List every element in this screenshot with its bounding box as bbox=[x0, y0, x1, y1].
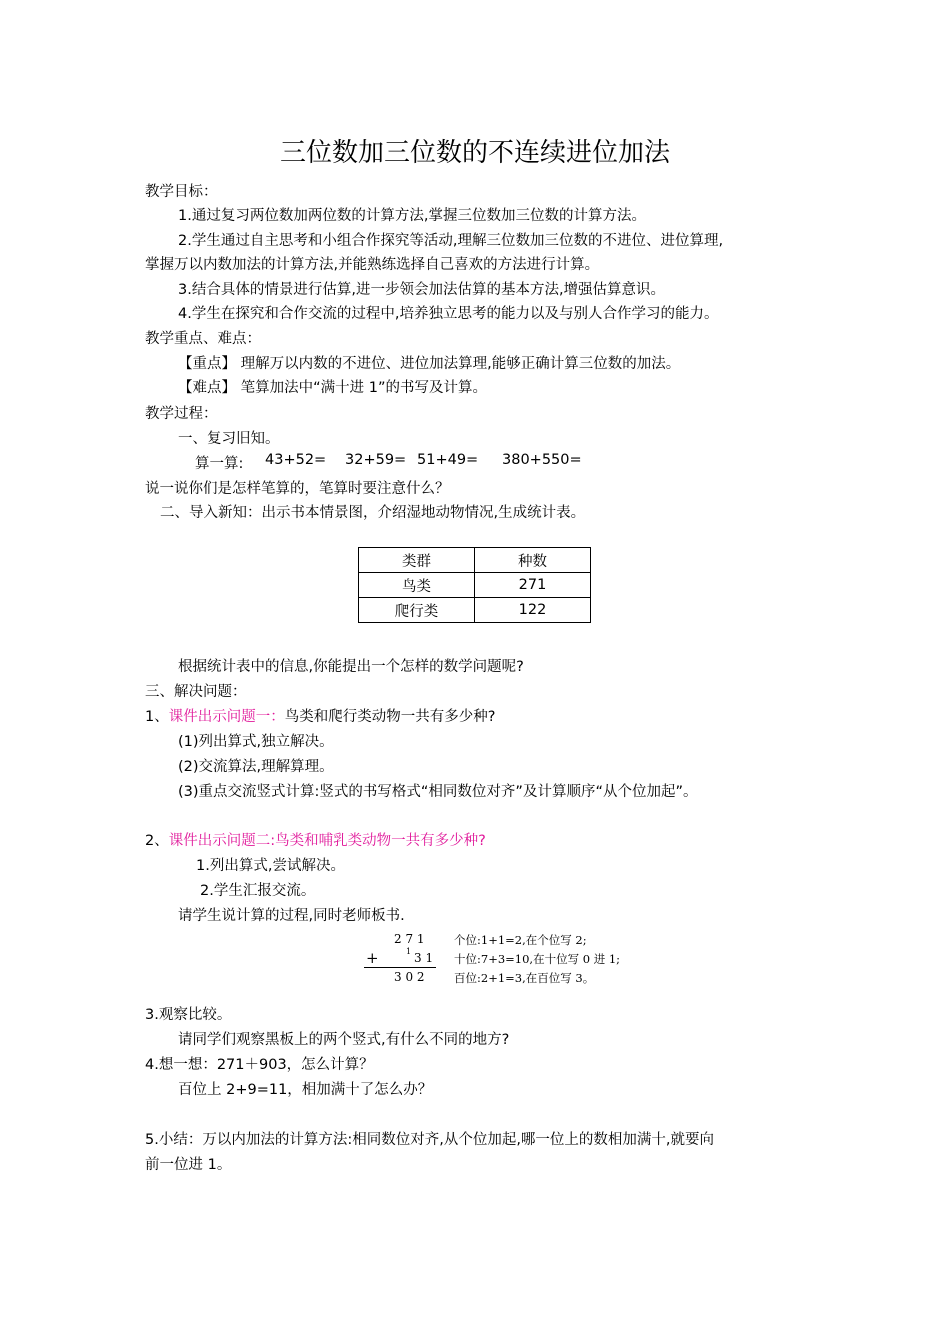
table-cell: 122 bbox=[475, 598, 591, 623]
table-row bbox=[359, 573, 591, 598]
goal-4: 4.学生在探究和合作交流的过程中,培养独立思考的能力以及与别人合作学习的能力。 bbox=[178, 306, 719, 322]
q1-highlight: 课件出示问题一： bbox=[168, 709, 285, 725]
question-1 bbox=[145, 705, 495, 726]
calc-note-hundreds: 百位:2+1=3,在百位写 3。 bbox=[454, 971, 595, 985]
summary-line-2: 前一位进 1。 bbox=[145, 1157, 232, 1173]
table-question: 根据统计表中的信息,你能提出一个怎样的数学问题呢? bbox=[178, 659, 524, 675]
table-header-cell: 种数 bbox=[475, 548, 591, 573]
q2-prefix: 2、 bbox=[145, 833, 169, 849]
table-cell: 271 bbox=[475, 573, 591, 598]
table-header-cell: 类群 bbox=[359, 548, 475, 573]
q2-step-1: 1.列出算式,尝试解决。 bbox=[196, 858, 345, 874]
q2-board: 请学生说计算的过程,同时老师板书. bbox=[178, 908, 405, 924]
review-question: 说一说你们是怎样笔算的，笔算时要注意什么？ bbox=[145, 481, 450, 497]
think-text: 百位上 2+9=11，相加满十了怎么办？ bbox=[178, 1082, 433, 1098]
table-header-row bbox=[359, 548, 591, 573]
summary-line-1: 5.小结：万以内加法的计算方法:相同数位对齐,从个位加起,哪一位上的数相加满十,就要向 bbox=[145, 1132, 715, 1148]
vertical-calculation bbox=[362, 930, 634, 986]
think-heading: 4.想一想：271＋903，怎么计算？ bbox=[145, 1057, 374, 1073]
table-row bbox=[359, 598, 591, 623]
calc-note-tens: 十位:7+3=10,在十位写 0 进 1; bbox=[454, 952, 621, 966]
q2-step-2: 2.学生汇报交流。 bbox=[200, 883, 316, 899]
goal-2-cont: 掌握万以内数加法的计算方法,并能熟练选择自己喜欢的方法进行计算。 bbox=[145, 257, 600, 273]
calc-top-number: 2 7 1 bbox=[394, 932, 425, 946]
review-calc-4: 380+550= bbox=[502, 452, 582, 468]
review-calc-3: 51+49= bbox=[417, 452, 479, 468]
q2-highlight: 课件出示问题二:鸟类和哺乳类动物一共有多少种? bbox=[168, 833, 486, 849]
page-title: 三位数加三位数的不连续进位加法 bbox=[279, 138, 670, 168]
goal-3: 3.结合具体的情景进行估算,进一步领会加法估算的基本方法,增强估算意识。 bbox=[178, 282, 666, 298]
goals-heading: 教学目标： bbox=[145, 184, 218, 200]
q1-step-1: (1)列出算式,独立解决。 bbox=[178, 734, 334, 750]
key-point: 【重点】 理解万以内数的不进位、进位加法算理,能够正确计算三位数的加法。 bbox=[178, 356, 681, 372]
question-2 bbox=[145, 829, 486, 850]
calc-result: 3 0 2 bbox=[394, 970, 425, 984]
review-calc-label: 算一算: bbox=[195, 456, 244, 472]
calc-bottom-number: 3 1 bbox=[414, 951, 434, 965]
observe-text: 请同学们观察黑板上的两个竖式,有什么不同的地方? bbox=[178, 1032, 510, 1048]
review-calc-1: 43+52= bbox=[265, 452, 327, 468]
goal-1: 1.通过复习两位数加两位数的计算方法,掌握三位数加三位数的计算方法。 bbox=[178, 208, 646, 224]
calc-line bbox=[364, 967, 436, 968]
observe-heading: 3.观察比较。 bbox=[145, 1007, 232, 1023]
q1-step-2: (2)交流算法,理解算理。 bbox=[178, 759, 334, 775]
table-cell: 鸟类 bbox=[359, 573, 475, 598]
solve-heading: 三、解决问题： bbox=[145, 684, 247, 700]
stats-table bbox=[358, 547, 591, 623]
review-heading: 一、复习旧知。 bbox=[178, 431, 280, 447]
q1-text: 鸟类和爬行类动物一共有多少种? bbox=[284, 709, 496, 725]
calc-plus-sign: + bbox=[366, 949, 379, 967]
table-cell: 爬行类 bbox=[359, 598, 475, 623]
goal-2: 2.学生通过自主思考和小组合作探究等活动,理解三位数加三位数的不进位、进位算理, bbox=[178, 233, 724, 249]
review-calc-2: 32+59= bbox=[345, 452, 407, 468]
process-heading: 教学过程： bbox=[145, 406, 218, 422]
calc-carry: 1 bbox=[406, 947, 412, 956]
calc-note-ones: 个位:1+1=2,在个位写 2; bbox=[454, 933, 587, 947]
key-heading: 教学重点、难点： bbox=[145, 331, 261, 347]
difficult-point: 【难点】 笔算加法中“满十进 1”的书写及计算。 bbox=[178, 380, 487, 396]
q1-step-3: (3)重点交流竖式计算:竖式的书写格式“相同数位对齐”及计算顺序“从个位加起”。 bbox=[178, 784, 698, 800]
q1-prefix: 1、 bbox=[145, 709, 169, 725]
new-heading: 二、导入新知：出示书本情景图，介绍湿地动物情况,生成统计表。 bbox=[160, 505, 586, 521]
